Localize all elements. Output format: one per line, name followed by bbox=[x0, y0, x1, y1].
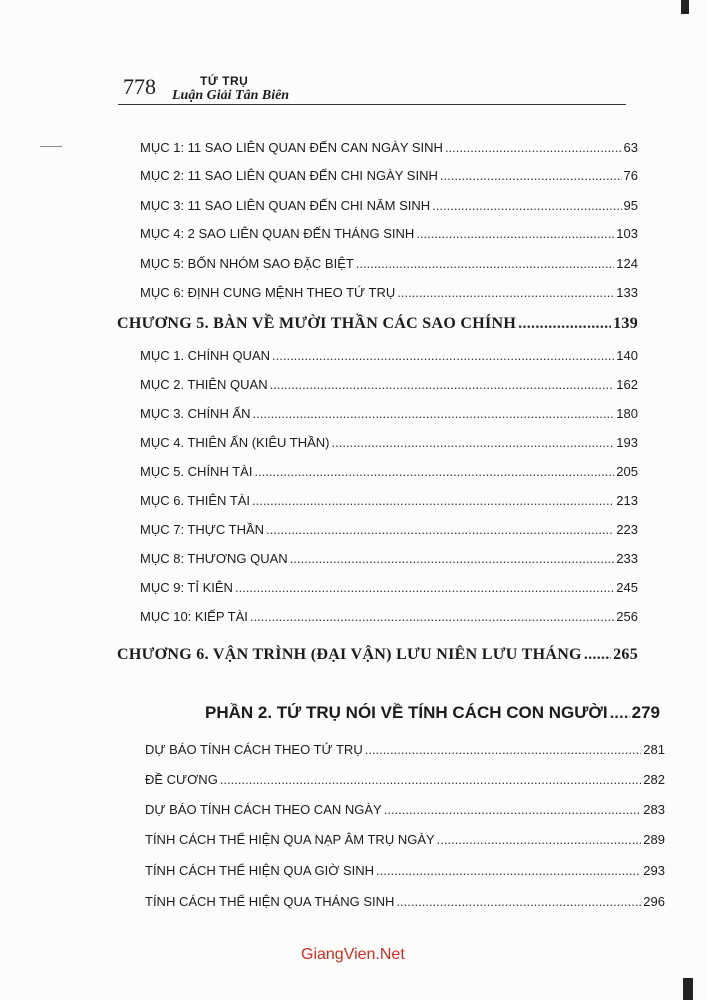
toc-leader bbox=[396, 894, 641, 909]
toc-entry bbox=[140, 522, 638, 537]
toc-entry-label: MỤC 9: TỈ KIÊN bbox=[140, 580, 233, 595]
toc-entry-page: 296 bbox=[643, 894, 665, 909]
toc-leader bbox=[220, 772, 641, 787]
toc-part bbox=[205, 703, 660, 723]
toc-entry-label: MỤC 2: 11 SAO LIÊN QUAN ĐẾN CHI NGÀY SINH bbox=[140, 168, 438, 183]
toc-leader bbox=[445, 140, 622, 155]
toc-leader bbox=[584, 646, 611, 664]
toc-entry-label: MỤC 1: 11 SAO LIÊN QUAN ĐẾN CAN NGÀY SINH bbox=[140, 140, 443, 155]
toc-entry-label: MỤC 7: THỰC THẦN bbox=[140, 522, 265, 537]
toc-entry-page: 283 bbox=[643, 802, 665, 817]
toc-entry-page: 293 bbox=[643, 863, 665, 878]
toc-entry-label: MỤC 4: 2 SAO LIÊN QUAN ĐẾN THÁNG SINH bbox=[140, 226, 415, 241]
toc-leader bbox=[518, 315, 611, 333]
toc-entry-page: 213 bbox=[616, 493, 638, 508]
toc-part-label: PHẦN 2. TỨ TRỤ NÓI VỀ TÍNH CÁCH CON NGƯỜI bbox=[205, 703, 608, 722]
toc-entry bbox=[140, 493, 638, 508]
toc-leader bbox=[610, 703, 630, 723]
toc-entry bbox=[140, 348, 638, 363]
toc-entry-page: 63 bbox=[623, 140, 638, 155]
book-subtitle: Luận Giải Tân Biên bbox=[172, 88, 290, 103]
toc-leader bbox=[266, 522, 614, 537]
toc-entry bbox=[140, 168, 638, 183]
toc-entry-page: 245 bbox=[616, 580, 638, 595]
toc-entry bbox=[140, 580, 638, 595]
toc-entry-page: 256 bbox=[616, 609, 638, 624]
toc-entry-page: 205 bbox=[616, 464, 638, 479]
toc-entry-page: 162 bbox=[616, 377, 638, 392]
toc-entry-label: TÍNH CÁCH THỂ HIỆN QUA GIỜ SINH bbox=[145, 863, 375, 878]
toc-entry-label: MỤC 8: THƯƠNG QUAN bbox=[140, 551, 288, 566]
toc-leader bbox=[416, 226, 614, 241]
toc-entry-label: MỤC 5: BỐN NHÓM SAO ĐẶC BIỆT bbox=[140, 256, 354, 271]
toc-entry-label: MỤC 5. CHÍNH TÀI bbox=[140, 464, 253, 479]
toc-entry-label: MỤC 6. THIÊN TÀI bbox=[140, 493, 251, 508]
toc-leader bbox=[440, 168, 622, 183]
toc-leader bbox=[397, 285, 614, 300]
toc-entry bbox=[140, 609, 638, 624]
toc-entry bbox=[140, 551, 638, 566]
toc-entry bbox=[140, 377, 638, 392]
toc-entry bbox=[145, 742, 665, 757]
toc-entry-label: MỤC 1. CHÍNH QUAN bbox=[140, 348, 271, 363]
toc-leader bbox=[437, 832, 642, 847]
toc-entry-page: 193 bbox=[616, 435, 638, 450]
toc-entry bbox=[145, 802, 665, 817]
page-number: 778 bbox=[123, 74, 156, 99]
toc-leader bbox=[376, 863, 641, 878]
toc-leader bbox=[252, 493, 614, 508]
toc-entry-page: 103 bbox=[616, 226, 638, 241]
toc-entry bbox=[140, 406, 638, 421]
toc-entry bbox=[140, 435, 638, 450]
toc-entry-label: MỤC 2. THIÊN QUAN bbox=[140, 377, 268, 392]
toc-entry bbox=[140, 256, 638, 271]
toc-chapter-label: CHƯƠNG 5. BÀN VỀ MƯỜI THẦN CÁC SAO CHÍNH bbox=[117, 315, 517, 332]
toc-entry bbox=[145, 772, 665, 787]
toc-entry-page: 180 bbox=[616, 406, 638, 421]
toc-entry-label: ĐỀ CƯƠNG bbox=[145, 772, 218, 787]
toc-entry-label: MỤC 3: 11 SAO LIÊN QUAN ĐẾN CHI NĂM SINH bbox=[140, 198, 431, 213]
toc-entry-label: MỤC 3. CHÍNH ẤN bbox=[140, 406, 251, 421]
toc-chapter-page: 139 bbox=[613, 315, 638, 332]
toc-entry-label: TÍNH CÁCH THỂ HIỆN QUA NẠP ÂM TRỤ NGÀY bbox=[145, 832, 435, 847]
toc-leader bbox=[235, 580, 614, 595]
toc-entry bbox=[140, 198, 638, 213]
toc-chapter-label: CHƯƠNG 6. VẬN TRÌNH (ĐẠI VẬN) LƯU NIÊN LƯU THÁNG bbox=[117, 646, 582, 663]
toc-entry-label: MỤC 6: ĐỊNH CUNG MỆNH THEO TỨ TRỤ bbox=[140, 285, 396, 300]
toc-entry-page: 223 bbox=[616, 522, 638, 537]
toc-entry-label: MỤC 10: KIẾP TÀI bbox=[140, 609, 248, 624]
toc-entry bbox=[140, 140, 638, 155]
toc-entry-page: 289 bbox=[643, 832, 665, 847]
toc-entry-label: DỰ BÁO TÍNH CÁCH THEO CAN NGÀY bbox=[145, 802, 382, 817]
toc-entry bbox=[140, 226, 638, 241]
toc-entry-label: TÍNH CÁCH THỂ HIỆN QUA THÁNG SINH bbox=[145, 894, 395, 909]
toc-entry bbox=[140, 285, 638, 300]
toc-entry-page: 140 bbox=[616, 348, 638, 363]
toc-entry-page: 233 bbox=[616, 551, 638, 566]
toc-leader bbox=[250, 609, 614, 624]
toc-part-page: 279 bbox=[631, 703, 660, 722]
toc-leader bbox=[365, 742, 642, 757]
toc-leader bbox=[331, 435, 614, 450]
toc-entry bbox=[145, 894, 665, 909]
toc-entry-page: 76 bbox=[623, 168, 638, 183]
toc-leader bbox=[356, 256, 614, 271]
toc-leader bbox=[270, 377, 615, 392]
toc-entry bbox=[145, 863, 665, 878]
toc-chapter bbox=[117, 315, 638, 333]
scan-edge-mark bbox=[683, 978, 693, 1000]
toc-leader bbox=[290, 551, 615, 566]
toc-entry-page: 282 bbox=[643, 772, 665, 787]
toc-chapter bbox=[117, 646, 638, 664]
toc-entry-page: 281 bbox=[643, 742, 665, 757]
toc-entry-page: 124 bbox=[616, 256, 638, 271]
toc-leader bbox=[272, 348, 614, 363]
toc-entry-page: 95 bbox=[623, 198, 638, 213]
toc-leader bbox=[384, 802, 642, 817]
toc-entry-label: DỰ BÁO TÍNH CÁCH THEO TỨ TRỤ bbox=[145, 742, 363, 757]
toc-entry-label: MỤC 4. THIÊN ẤN (KIÊU THẦN) bbox=[140, 435, 330, 450]
toc-leader bbox=[253, 406, 615, 421]
toc-entry-page: 133 bbox=[616, 285, 638, 300]
toc-entry bbox=[145, 832, 665, 847]
toc-leader bbox=[432, 198, 621, 213]
toc-entry bbox=[140, 464, 638, 479]
toc-leader bbox=[254, 464, 614, 479]
watermark: GiangVien.Net bbox=[301, 946, 405, 963]
book-title: TỨ TRỤ bbox=[200, 74, 249, 88]
toc-chapter-page: 265 bbox=[613, 646, 638, 663]
